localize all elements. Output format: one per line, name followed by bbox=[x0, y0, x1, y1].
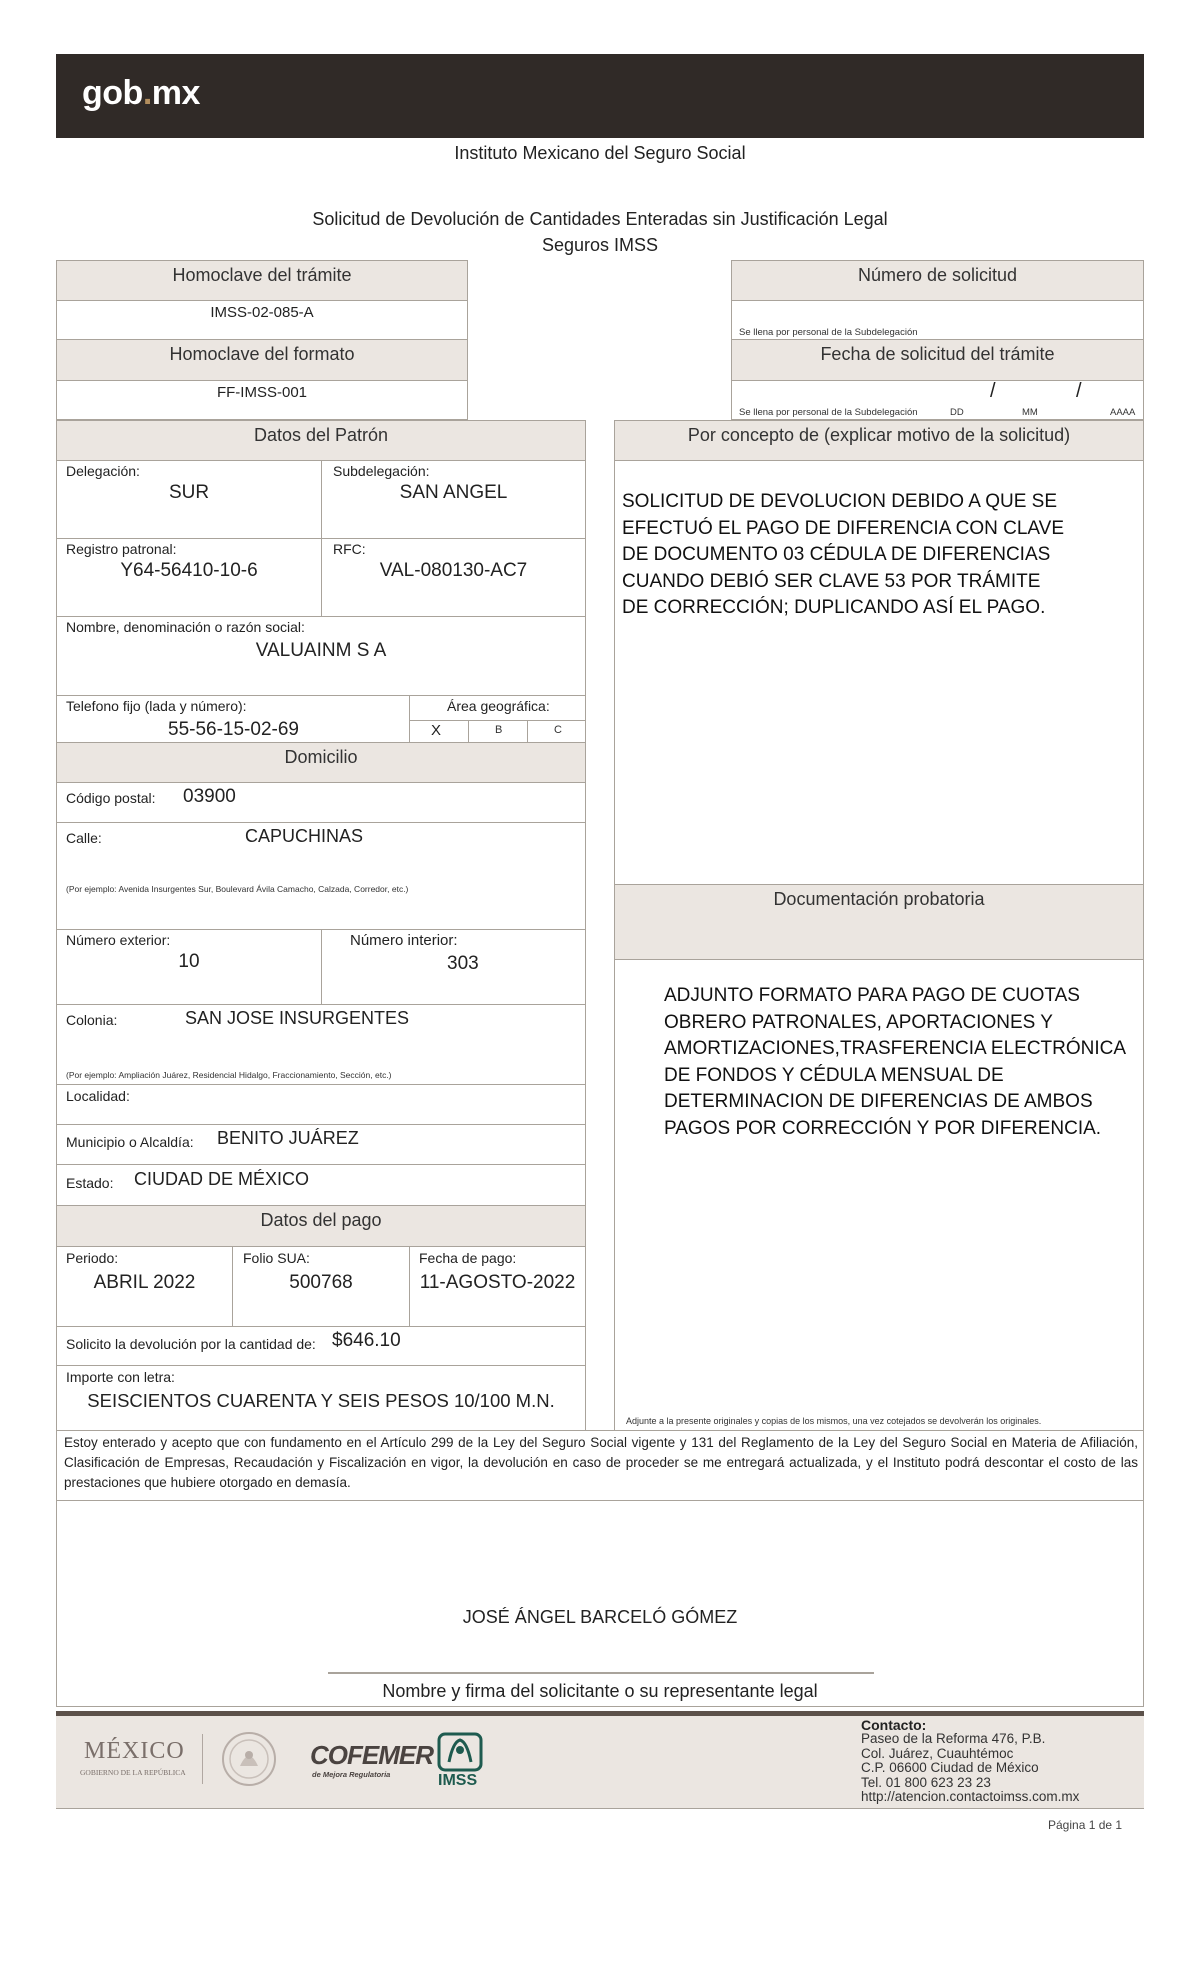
signature-line bbox=[328, 1672, 874, 1674]
homoclave-formato-value: FF-IMSS-001 bbox=[216, 384, 307, 401]
periodo-label: Periodo: bbox=[66, 1250, 119, 1266]
codigo-postal-value: 03900 bbox=[183, 786, 236, 807]
signature-box[interactable] bbox=[56, 1500, 1144, 1707]
importe-letra-label: Importe con letra: bbox=[66, 1369, 175, 1385]
colonia-label: Colonia: bbox=[66, 1012, 118, 1028]
nombre-value: VALUAINM S A bbox=[255, 640, 387, 661]
numero-interior-value: 303 bbox=[447, 953, 479, 974]
municipio-label: Municipio o Alcaldía: bbox=[66, 1134, 194, 1150]
form-subtitle: Seguros IMSS bbox=[541, 235, 659, 255]
numero-solicitud-header: Número de solicitud bbox=[731, 260, 1144, 301]
documentacion-header bbox=[614, 884, 1144, 960]
date-aaaa-label: AAAA bbox=[1110, 407, 1136, 418]
subdelegacion-label: Subdelegación: bbox=[333, 463, 430, 479]
top-bar bbox=[56, 54, 1144, 138]
datos-patron-header: Datos del Patrón bbox=[56, 420, 586, 461]
delegacion-label: Delegación: bbox=[66, 463, 140, 479]
footer-divider bbox=[202, 1734, 203, 1784]
documentacion-note: Adjunte a la presente originales y copias de los mismos, una vez cotejados se devolverán los originales. bbox=[626, 1416, 1042, 1426]
subdelegacion-value: SAN ANGEL bbox=[399, 482, 508, 503]
fecha-pago-label: Fecha de pago: bbox=[419, 1250, 517, 1266]
cofemer-sub: de Mejora Regulatoria bbox=[312, 1770, 391, 1779]
colonia-example: (Por ejemplo: Ampliación Juárez, Residencial Hidalgo, Fraccionamiento, Sección, etc.) bbox=[66, 1070, 392, 1080]
gobmx-logo[interactable]: gob.mx bbox=[82, 74, 200, 112]
municipio-value: BENITO JUÁREZ bbox=[217, 1128, 359, 1148]
registro-patronal-value: Y64-56410-10-6 bbox=[120, 560, 258, 581]
contacto-title: Contacto: bbox=[861, 1717, 927, 1733]
imss-label: IMSS bbox=[438, 1772, 478, 1789]
periodo-value: ABRIL 2022 bbox=[93, 1272, 196, 1293]
colonia-value: SAN JOSE INSURGENTES bbox=[185, 1008, 410, 1028]
rfc-value: VAL-080130-AC7 bbox=[379, 560, 528, 581]
area-c-label: C bbox=[554, 724, 562, 736]
homoclave-tramite-header: Homoclave del trámite bbox=[56, 260, 468, 301]
codigo-postal-label: Código postal: bbox=[66, 790, 156, 806]
date-dd-label: DD bbox=[950, 407, 964, 418]
imss-logo-icon bbox=[437, 1732, 483, 1777]
form-title: Solicitud de Devolución de Cantidades Enteradas sin Justificación Legal bbox=[312, 209, 888, 229]
calle-label: Calle: bbox=[66, 830, 102, 846]
concepto-header: Por concepto de (explicar motivo de la solicitud) bbox=[614, 420, 1144, 461]
estado-label: Estado: bbox=[66, 1175, 114, 1191]
homoclave-tramite-value: IMSS-02-085-A bbox=[210, 304, 314, 321]
gobierno-label: GOBIERNO DE LA REPÚBLICA bbox=[80, 1768, 186, 1777]
institute-name: Instituto Mexicano del Seguro Social bbox=[454, 143, 746, 163]
area-a-mark: X bbox=[431, 722, 442, 739]
delegacion-value: SUR bbox=[168, 482, 210, 503]
telefono-value: 55-56-15-02-69 bbox=[168, 719, 299, 740]
date-slash-1: / bbox=[990, 380, 996, 402]
contacto-line: Col. Juárez, Cuauhtémoc bbox=[861, 1745, 1014, 1761]
fecha-solicitud-header: Fecha de solicitud del trámite bbox=[731, 339, 1144, 381]
date-mm-label: MM bbox=[1022, 407, 1038, 418]
datos-pago-header: Datos del pago bbox=[56, 1205, 586, 1247]
contacto-line: Paseo de la Reforma 476, P.B. bbox=[861, 1731, 1046, 1746]
legal-text: Estoy enterado y acepto que con fundamento en el Artículo 299 de la Ley del Seguro Social vigente y 131 del Reglamento de la Ley del Seguro Social en Materia de Afiliación, Clasificación de Empresas, Recaudación y Fiscalización en vigor, la devolución en caso de proceder se me entregará actualizada, y el Instituto podrá descontar el costo de las prestaciones que hubiere otorgado en demasía. bbox=[64, 1435, 1138, 1490]
concepto-text: SOLICITUD DE DEVOLUCION DEBIDO A QUE SE EFECTUÓ EL PAGO DE DIFERENCIA CON CLAVE DE DOCUMENTO 03 CÉDULA DE DIFERENCIAS CUANDO DEBIÓ SER CLAVE 53 POR TRÁMITE DE CORRECCIÓN; DUPLICANDO ASÍ EL PAGO. bbox=[622, 491, 1065, 618]
documentacion-text: ADJUNTO FORMATO PARA PAGO DE CUOTAS OBRERO PATRONALES, APORTACIONES Y AMORTIZACIONES,TRASFERENCIA ELECTRÓNICA DE FONDOS Y CÉDULA MENSUAL DE DETERMINACION DE DIFERENCIAS DE AMBOS PAGOS POR CORRECCIÓN Y POR DIFERENCIA. bbox=[664, 985, 1127, 1139]
contacto-line: Tel. 01 800 623 23 23 bbox=[861, 1774, 991, 1790]
estado-value: CIUDAD DE MÉXICO bbox=[134, 1169, 310, 1189]
page-number: Página 1 de 1 bbox=[1048, 1818, 1123, 1832]
mexico-wordmark: MÉXICO bbox=[84, 1738, 185, 1764]
date-slash-2: / bbox=[1076, 380, 1082, 402]
importe-letra-value: SEISCIENTOS CUARENTA Y SEIS PESOS 10/100 M.N. bbox=[87, 1390, 555, 1411]
calle-value: CAPUCHINAS bbox=[245, 826, 364, 846]
documentacion-title: Documentación probatoria bbox=[773, 889, 985, 909]
localidad-label: Localidad: bbox=[66, 1088, 130, 1104]
cofemer-logo: COFEMER bbox=[310, 1740, 433, 1770]
fecha-solicitud-note: Se llena por personal de la Subdelegación bbox=[739, 407, 918, 418]
numero-exterior-value: 10 bbox=[178, 951, 200, 972]
telefono-label: Telefono fijo (lada y número): bbox=[66, 698, 247, 714]
rfc-label: RFC: bbox=[333, 541, 366, 557]
numero-solicitud-note: Se llena por personal de la Subdelegación bbox=[739, 327, 918, 338]
signer-name: JOSÉ ÁNGEL BARCELÓ GÓMEZ bbox=[462, 1607, 738, 1627]
area-geografica-label: Área geográfica: bbox=[447, 698, 550, 714]
contacto-link[interactable]: http://atencion.contactoimss.com.mx bbox=[861, 1789, 1080, 1804]
numero-interior-label: Número interior: bbox=[350, 932, 458, 949]
folio-sua-value: 500768 bbox=[289, 1272, 353, 1293]
fecha-pago-value: 11-AGOSTO-2022 bbox=[419, 1272, 576, 1293]
escudo-icon bbox=[220, 1730, 278, 1793]
cantidad-label: Solicito la devolución por la cantidad de: bbox=[66, 1336, 316, 1352]
localidad-field[interactable] bbox=[56, 1084, 586, 1125]
domicilio-header: Domicilio bbox=[56, 742, 586, 783]
registro-patronal-label: Registro patronal: bbox=[66, 541, 177, 557]
nombre-label: Nombre, denominación o razón social: bbox=[66, 619, 305, 635]
folio-sua-label: Folio SUA: bbox=[243, 1250, 310, 1266]
cantidad-value: $646.10 bbox=[332, 1330, 401, 1351]
signature-label: Nombre y firma del solicitante o su representante legal bbox=[382, 1681, 818, 1701]
contacto-line: C.P. 06600 Ciudad de México bbox=[861, 1760, 1039, 1775]
numero-exterior-label: Número exterior: bbox=[66, 932, 171, 948]
area-b-label: B bbox=[495, 724, 503, 736]
contacto-lines bbox=[861, 1732, 1079, 1805]
homoclave-formato-header: Homoclave del formato bbox=[56, 339, 468, 381]
calle-example: (Por ejemplo: Avenida Insurgentes Sur, Boulevard Ávila Camacho, Calzada, Corredor, etc.) bbox=[66, 884, 409, 894]
